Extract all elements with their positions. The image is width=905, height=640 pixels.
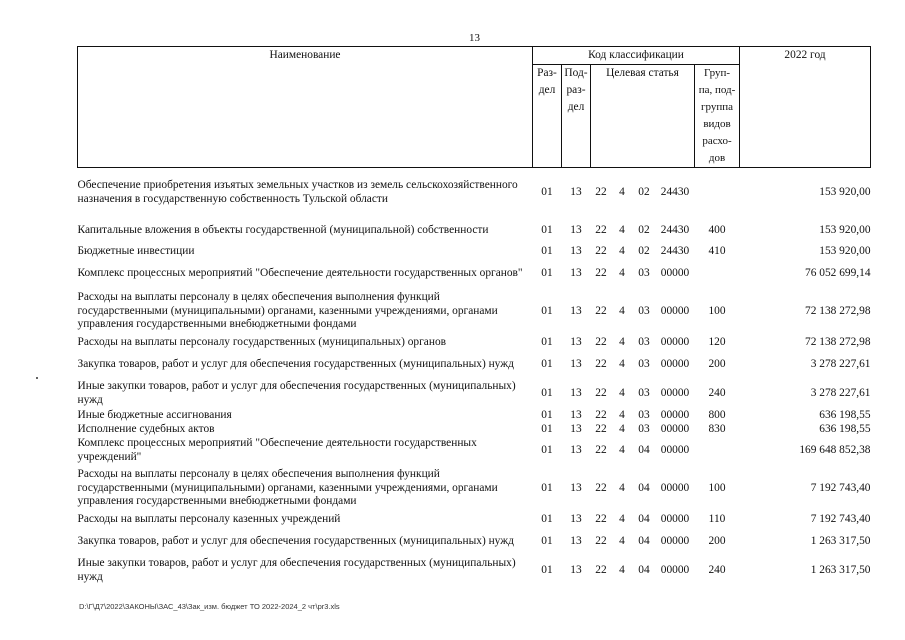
- target-type-cell: 4: [619, 358, 625, 371]
- section-cell: 01: [541, 335, 553, 348]
- target-program-cell: 22: [595, 304, 607, 317]
- row-name: Капитальные вложения в объекты государственной (муниципальной) собственности: [77, 223, 489, 236]
- section-cell: 01: [541, 304, 553, 317]
- expense-group-cell: 110: [708, 512, 726, 525]
- expense-group-cell: 100: [708, 481, 726, 494]
- table-row: [78, 423, 871, 437]
- target-type-cell: 4: [619, 481, 625, 494]
- subsection-cell: 13: [570, 535, 582, 548]
- target-program-cell: 22: [595, 481, 607, 494]
- section-cell: 01: [541, 387, 553, 400]
- table-row: [78, 351, 871, 380]
- page-number: 13: [469, 32, 480, 44]
- row-name: Обеспечение приобретения изъятых земельных участков из земель сельскохозяйственного назначения в государственную собственность Тульской области: [77, 178, 518, 205]
- target-type-cell: 4: [619, 408, 625, 421]
- row-name: Закупка товаров, работ и услуг для обеспечения государственных (муниципальных) нужд: [77, 535, 514, 548]
- target-direction-cell: 00000: [660, 304, 690, 317]
- section-cell: 01: [541, 481, 553, 494]
- target-complex-cell: 03: [638, 267, 650, 280]
- target-type-cell: 4: [619, 244, 625, 257]
- target-program-cell: 22: [595, 408, 607, 421]
- subsection-cell: 13: [570, 512, 582, 525]
- amount-cell: 3 278 227,61: [810, 387, 871, 400]
- target-complex-cell: 04: [638, 481, 650, 494]
- expense-group-cell: 200: [708, 358, 726, 371]
- table-row: [78, 409, 871, 423]
- subsection-cell: 13: [570, 408, 582, 421]
- target-complex-cell: 03: [638, 358, 650, 371]
- amount-cell: 72 138 272,98: [805, 304, 871, 317]
- amount-cell: 72 138 272,98: [805, 335, 871, 348]
- target-complex-cell: 04: [638, 512, 650, 525]
- header-code: Код классификации: [533, 47, 740, 65]
- section-cell: 01: [541, 267, 553, 280]
- target-direction-cell: 00000: [660, 422, 690, 435]
- row-name: Расходы на выплаты персоналу казенных учреждений: [77, 512, 341, 525]
- subsection-cell: 13: [570, 564, 582, 577]
- section-cell: 01: [541, 444, 553, 457]
- target-type-cell: 4: [619, 444, 625, 457]
- amount-cell: 3 278 227,61: [810, 358, 871, 371]
- row-name: Иные закупки товаров, работ и услуг для обеспечения государственных (муниципальных) нужд: [77, 380, 516, 406]
- target-program-cell: 22: [595, 358, 607, 371]
- subsection-cell: 13: [570, 223, 582, 236]
- header-section: Раз- дел: [533, 65, 562, 168]
- target-direction-cell: 00000: [660, 535, 690, 548]
- amount-cell: 1 263 317,50: [810, 564, 871, 577]
- table-row: [78, 528, 871, 557]
- target-complex-cell: 02: [638, 185, 650, 198]
- amount-cell: 153 920,00: [819, 185, 871, 198]
- target-complex-cell: 02: [638, 244, 650, 257]
- header-name: Наименование: [78, 47, 533, 168]
- target-type-cell: 4: [619, 304, 625, 317]
- subsection-cell: 13: [570, 387, 582, 400]
- amount-cell: 153 920,00: [819, 244, 871, 257]
- subsection-cell: 13: [570, 267, 582, 280]
- subsection-cell: 13: [570, 444, 582, 457]
- expense-group-cell: 800: [708, 408, 726, 421]
- table-row: [78, 168, 871, 218]
- amount-cell: 7 192 743,40: [810, 512, 871, 525]
- target-program-cell: 22: [595, 564, 607, 577]
- table-row: [78, 466, 871, 512]
- target-program-cell: 22: [595, 267, 607, 280]
- section-cell: 01: [541, 535, 553, 548]
- target-type-cell: 4: [619, 335, 625, 348]
- file-path-footer: D:\Г\Д7\2022\ЗАКОНЫ\ЗАС_43\Зак_изм. бюджет ТО 2022-2024_2 чт\pr3.xls: [79, 602, 340, 611]
- expense-group-cell: [695, 437, 740, 466]
- target-complex-cell: 04: [638, 535, 650, 548]
- header-subsection: Под- раз- дел: [562, 65, 591, 168]
- section-cell: 01: [541, 185, 553, 198]
- table-row: [78, 335, 871, 351]
- section-cell: 01: [541, 223, 553, 236]
- row-name: Исполнение судебных актов: [77, 422, 215, 435]
- row-name: Расходы на выплаты персоналу в целях обеспечения выполнения функций государственными (муниципальными) органами, казенными учреждениями, органами управления государственными внебюджетными фондами: [77, 290, 498, 331]
- target-program-cell: 22: [595, 185, 607, 198]
- target-type-cell: 4: [619, 223, 625, 236]
- header-group: Груп- па, под- группа видов расхо- дов: [695, 65, 740, 168]
- target-program-cell: 22: [595, 444, 607, 457]
- expense-group-cell: 120: [708, 335, 726, 348]
- expense-group-cell: [695, 168, 740, 218]
- target-type-cell: 4: [619, 535, 625, 548]
- table-row: [78, 244, 871, 260]
- target-direction-cell: 00000: [660, 512, 690, 525]
- expense-group-cell: 410: [708, 244, 726, 257]
- target-program-cell: 22: [595, 422, 607, 435]
- target-program-cell: 22: [595, 512, 607, 525]
- target-complex-cell: 03: [638, 422, 650, 435]
- amount-cell: 76 052 699,14: [805, 267, 871, 280]
- target-complex-cell: 04: [638, 444, 650, 457]
- target-program-cell: 22: [595, 387, 607, 400]
- expense-group-cell: 400: [708, 223, 726, 236]
- target-program-cell: 22: [595, 244, 607, 257]
- amount-cell: 636 198,55: [819, 408, 871, 421]
- target-type-cell: 4: [619, 512, 625, 525]
- expense-group-cell: 830: [708, 422, 726, 435]
- table-row: [78, 557, 871, 586]
- subsection-cell: 13: [570, 335, 582, 348]
- target-direction-cell: 00000: [660, 444, 690, 457]
- row-name: Комплекс процессных мероприятий "Обеспечение деятельности государственных учреждений": [77, 437, 477, 463]
- table-row: [78, 218, 871, 244]
- target-complex-cell: 04: [638, 564, 650, 577]
- header-year: 2022 год: [740, 47, 871, 168]
- subsection-cell: 13: [570, 304, 582, 317]
- target-complex-cell: 03: [638, 408, 650, 421]
- expense-group-cell: [695, 260, 740, 289]
- target-complex-cell: 03: [638, 387, 650, 400]
- amount-cell: 153 920,00: [819, 223, 871, 236]
- section-cell: 01: [541, 564, 553, 577]
- target-program-cell: 22: [595, 223, 607, 236]
- expense-group-cell: 240: [708, 564, 726, 577]
- section-cell: 01: [541, 422, 553, 435]
- target-direction-cell: 24430: [660, 185, 690, 198]
- table-row: [78, 380, 871, 409]
- section-cell: 01: [541, 244, 553, 257]
- table-row: [78, 260, 871, 289]
- target-type-cell: 4: [619, 185, 625, 198]
- target-direction-cell: 00000: [660, 387, 690, 400]
- section-cell: 01: [541, 358, 553, 371]
- target-direction-cell: 00000: [660, 358, 690, 371]
- table-row: [78, 289, 871, 335]
- subsection-cell: 13: [570, 358, 582, 371]
- target-direction-cell: 00000: [660, 335, 690, 348]
- section-cell: 01: [541, 408, 553, 421]
- row-name: Бюджетные инвестиции: [77, 244, 195, 257]
- row-name: Расходы на выплаты персоналу в целях обеспечения выполнения функций государственными (муниципальными) органами, казенными учреждениями, органами управления государственными внебюджетными фондами: [77, 467, 498, 508]
- table-row: [78, 437, 871, 466]
- target-type-cell: 4: [619, 564, 625, 577]
- row-name: Иные закупки товаров, работ и услуг для обеспечения государственных (муниципальных) нужд: [77, 557, 516, 583]
- target-direction-cell: 00000: [660, 267, 690, 280]
- row-name: Иные бюджетные ассигнования: [77, 408, 232, 421]
- target-complex-cell: 03: [638, 304, 650, 317]
- subsection-cell: 13: [570, 185, 582, 198]
- table-header: [78, 47, 871, 168]
- row-name: Расходы на выплаты персоналу государственных (муниципальных) органов: [77, 335, 447, 348]
- target-direction-cell: 00000: [660, 481, 690, 494]
- subsection-cell: 13: [570, 422, 582, 435]
- target-complex-cell: 03: [638, 335, 650, 348]
- amount-cell: 1 263 317,50: [810, 535, 871, 548]
- amount-cell: 169 648 852,38: [799, 444, 871, 457]
- budget-table: [77, 46, 871, 586]
- amount-cell: 7 192 743,40: [810, 481, 871, 494]
- amount-cell: 636 198,55: [819, 422, 871, 435]
- target-type-cell: 4: [619, 387, 625, 400]
- target-direction-cell: 24430: [660, 244, 690, 257]
- target-program-cell: 22: [595, 335, 607, 348]
- target-direction-cell: 00000: [660, 564, 690, 577]
- target-direction-cell: 00000: [660, 408, 690, 421]
- table-body: [78, 168, 871, 586]
- scan-speck: [36, 377, 38, 379]
- target-program-cell: 22: [595, 535, 607, 548]
- row-name: Комплекс процессных мероприятий "Обеспечение деятельности государственных органов": [77, 267, 523, 280]
- target-direction-cell: 24430: [660, 223, 690, 236]
- row-name: Закупка товаров, работ и услуг для обеспечения государственных (муниципальных) нужд: [77, 358, 514, 371]
- table-row: [78, 512, 871, 528]
- target-type-cell: 4: [619, 422, 625, 435]
- target-complex-cell: 02: [638, 223, 650, 236]
- subsection-cell: 13: [570, 244, 582, 257]
- expense-group-cell: 200: [708, 535, 726, 548]
- expense-group-cell: 240: [708, 387, 726, 400]
- header-target: Целевая статья: [591, 65, 695, 168]
- expense-group-cell: 100: [708, 304, 726, 317]
- section-cell: 01: [541, 512, 553, 525]
- target-type-cell: 4: [619, 267, 625, 280]
- subsection-cell: 13: [570, 481, 582, 494]
